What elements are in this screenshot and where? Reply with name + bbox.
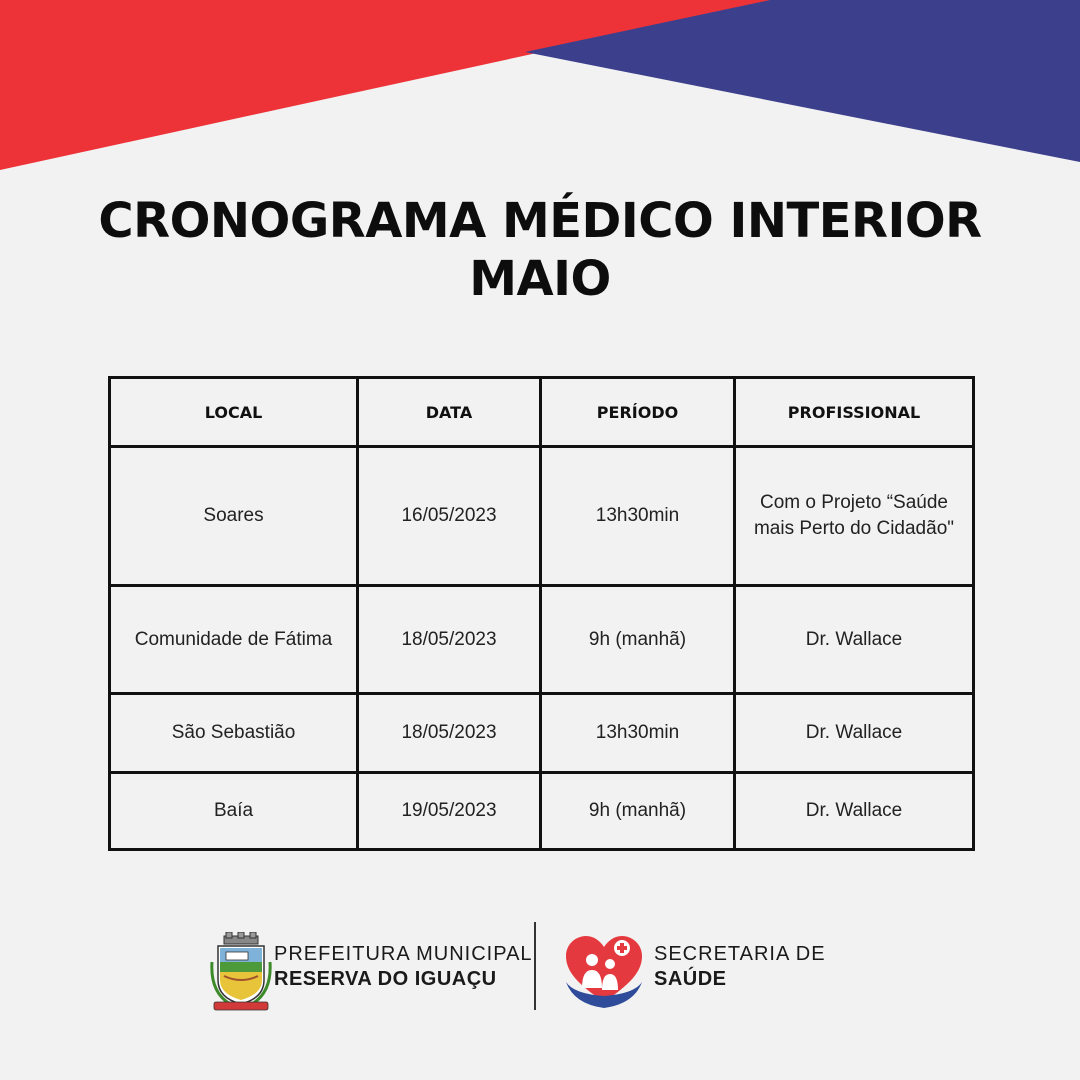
prefeitura-line-2: RESERVA DO IGUAÇU [274, 968, 497, 990]
cell-periodo: 13h30min [541, 694, 735, 773]
cell-data: 18/05/2023 [358, 586, 541, 694]
cell-data: 19/05/2023 [358, 773, 541, 850]
cell-periodo: 13h30min [541, 447, 735, 586]
header-banner [0, 0, 1080, 180]
cell-data: 18/05/2023 [358, 694, 541, 773]
cell-periodo: 9h (manhã) [541, 586, 735, 694]
table-row [110, 694, 974, 773]
schedule-table [108, 376, 975, 851]
secretaria-line-2: SAÚDE [654, 968, 727, 990]
prefeitura-line-1: PREFEITURA MUNICIPAL [274, 943, 533, 965]
cell-local: Soares [110, 447, 358, 586]
title-line-2: MAIO [469, 251, 611, 307]
municipal-crest-icon [210, 932, 272, 1012]
cell-data: 16/05/2023 [358, 447, 541, 586]
table-header-row [110, 378, 974, 447]
page-title [0, 192, 1080, 308]
table-row [110, 773, 974, 850]
cell-local: São Sebastião [110, 694, 358, 773]
cell-local: Baía [110, 773, 358, 850]
footer-divider [534, 922, 536, 1010]
secretaria-line-1: SECRETARIA DE [654, 943, 826, 965]
title-line-1: CRONOGRAMA MÉDICO INTERIOR [98, 193, 982, 249]
header-data: DATA [358, 378, 541, 447]
footer-logos [0, 920, 1080, 1012]
table-row [110, 447, 974, 586]
cell-local: Comunidade de Fátima [110, 586, 358, 694]
health-hands-heart-icon [564, 932, 644, 1012]
header-periodo: PERÍODO [541, 378, 735, 447]
cell-profissional: Dr. Wallace [735, 694, 974, 773]
cell-profissional: Dr. Wallace [735, 773, 974, 850]
cell-periodo: 9h (manhã) [541, 773, 735, 850]
cell-profissional: Com o Projeto “Saúde mais Perto do Cidadão" [735, 447, 974, 586]
header-local: LOCAL [110, 378, 358, 447]
cell-profissional: Dr. Wallace [735, 586, 974, 694]
header-profissional: PROFISSIONAL [735, 378, 974, 447]
table-row [110, 586, 974, 694]
